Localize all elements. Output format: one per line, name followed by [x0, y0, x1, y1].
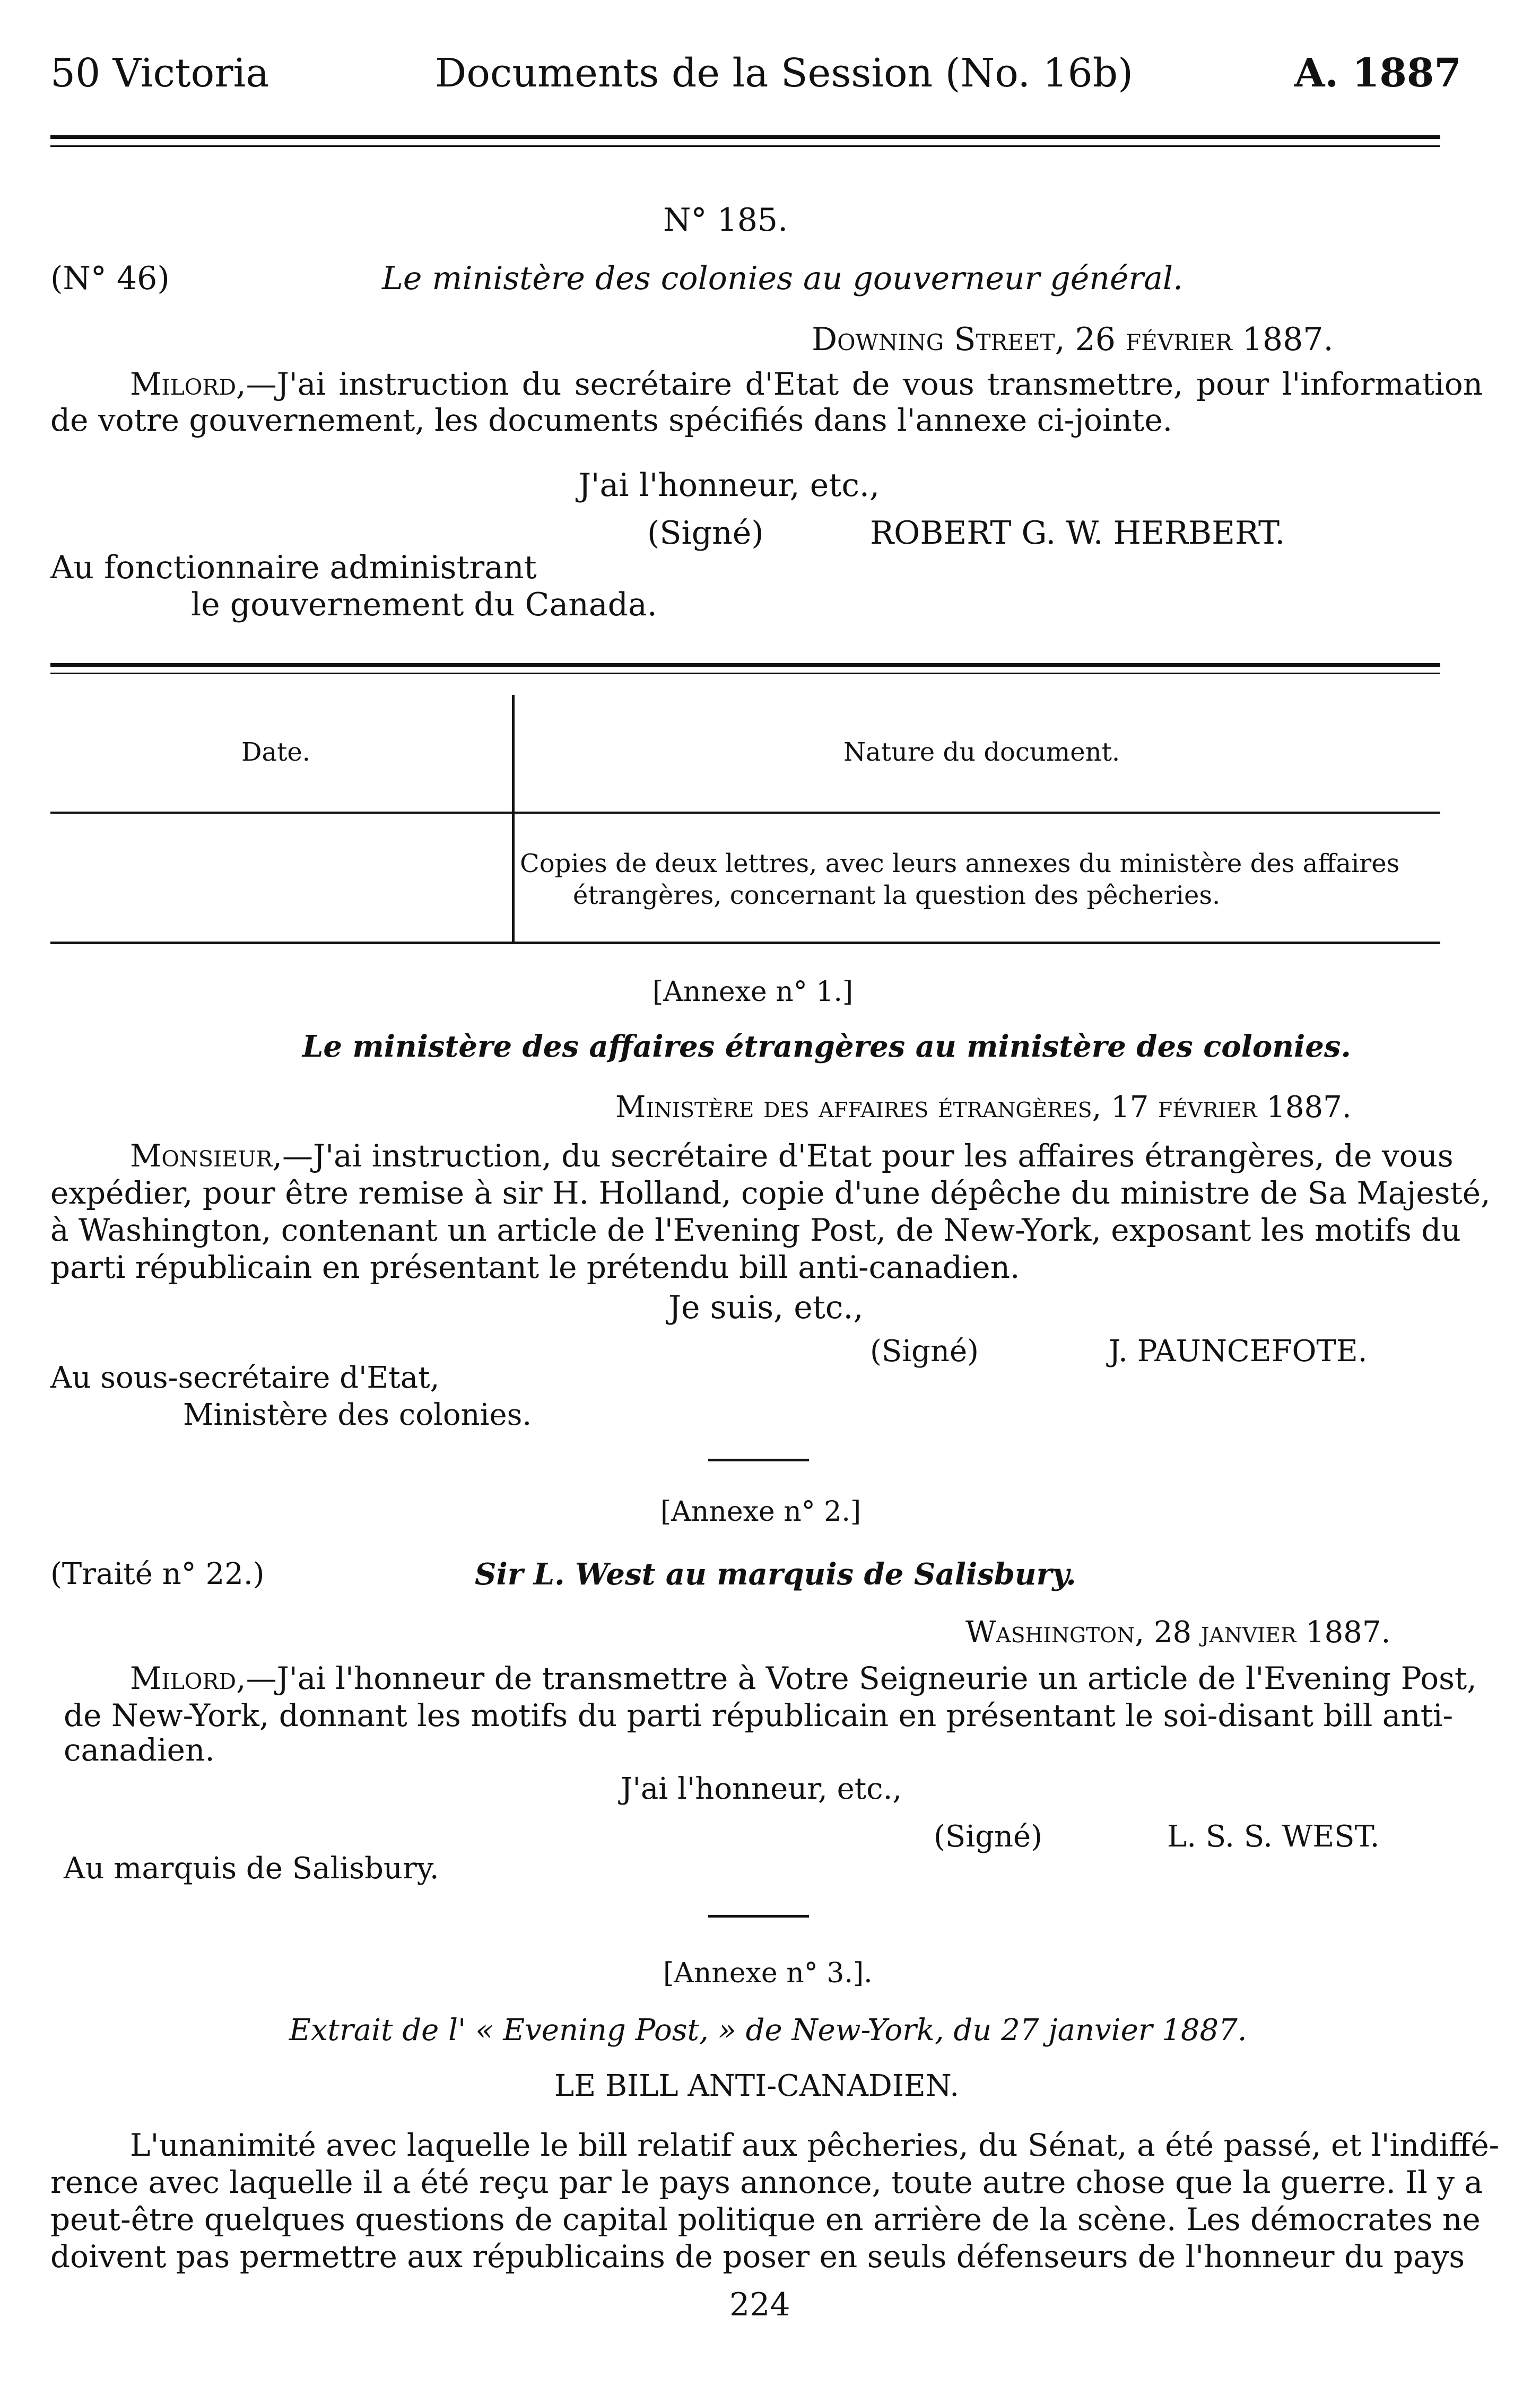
- header-session-year: 50 Victoria: [50, 50, 269, 96]
- annex2-signature: L. S. S. WEST.: [1167, 1819, 1380, 1854]
- annex2-salutation: Milord,: [130, 1660, 246, 1696]
- annex1-addressee-line1: Au sous-secrétaire d'Etat,: [50, 1361, 440, 1395]
- annex2-heading: Sir L. West au marquis de Salisbury.: [475, 1557, 1076, 1592]
- annex3-label: [Annexe n° 3.].: [663, 1957, 873, 1989]
- document-dateline: Downing Street, 26 février 1887.: [812, 321, 1334, 358]
- annex1-signature: J. PAUNCEFOTE.: [1109, 1334, 1368, 1369]
- document-signed-label: (Signé): [647, 515, 764, 552]
- table-top-rule-thin: [50, 673, 1440, 674]
- annex2-dateline: Washington, 28 janvier 1887.: [965, 1615, 1391, 1650]
- annex2-body-line2: de New-York, donnant les motifs du parti républicain en présentant le soi-disant bill anti-: [64, 1697, 1454, 1733]
- annex1-body-line1-text: —J'ai instruction, du secrétaire d'Etat pour les affaires étrangères, de vous: [282, 1138, 1454, 1174]
- document-addressee-line2: le gouvernement du Canada.: [191, 586, 657, 623]
- table-header-date: Date.: [241, 737, 311, 767]
- document-ref: (N° 46): [50, 260, 170, 297]
- annex1-salutation: Monsieur,: [130, 1138, 282, 1174]
- table-row-nature-line1: Copies de deux lettres, avec leurs annexes du ministère des affaires: [520, 849, 1400, 878]
- annex3-body-line4: doivent pas permettre aux républicains de poser en seuls défenseurs de l'honneur du pays: [50, 2238, 1465, 2275]
- annex1-body-line4: parti républicain en présentant le prétendu bill anti-canadien.: [50, 1249, 1020, 1285]
- document-addressee-line1: Au fonctionnaire administrant: [50, 549, 537, 586]
- annex2-closing: J'ai l'honneur, etc.,: [621, 1772, 902, 1806]
- annex1-heading: Le ministère des affaires étrangères au ministère des colonies.: [302, 1029, 1351, 1064]
- table-top-rule: [50, 663, 1440, 667]
- document-closing: J'ai l'honneur, etc.,: [578, 467, 880, 504]
- annex2-body-line1-text: —J'ai l'honneur de transmettre à Votre Seigneurie un article de l'Evening Post,: [246, 1660, 1477, 1696]
- header-document-title: Documents de la Session (No. 16b): [435, 50, 1133, 96]
- document-salutation: Milord,: [130, 366, 246, 402]
- header-rule-top: [50, 135, 1440, 139]
- annex1-addressee-line2: Ministère des colonies.: [183, 1398, 532, 1432]
- annex2-label: [Annexe n° 2.]: [660, 1496, 862, 1528]
- annex2-body-line1: [130, 1660, 1477, 1696]
- table-bottom-rule: [50, 942, 1440, 944]
- document-body-text: —J'ai instruction du secrétaire d'Etat de vous transmettre, pour l'information de votre gouvernement, les documents spécifiés dans l'annexe ci-jointe.: [50, 366, 1483, 438]
- annex2-ref: (Traité n° 22.): [50, 1557, 265, 1591]
- annex1-body-line3: à Washington, contenant un article de l'Evening Post, de New-York, exposant les motifs du: [50, 1212, 1461, 1248]
- annex3-title: LE BILL ANTI-CANADIEN.: [554, 2069, 959, 2103]
- section-divider-1: [708, 1459, 809, 1461]
- annex1-closing: Je suis, etc.,: [668, 1289, 864, 1326]
- annex2-signed-label: (Signé): [934, 1819, 1043, 1854]
- annex1-body-line1: [130, 1138, 1454, 1174]
- annex2-addressee: Au marquis de Salisbury.: [64, 1851, 439, 1886]
- table-column-divider: [512, 695, 515, 944]
- annex1-dateline: Ministère des affaires étrangères, 17 février 1887.: [615, 1090, 1352, 1125]
- document-signature: ROBERT G. W. HERBERT.: [870, 515, 1285, 552]
- section-divider-2: [708, 1915, 809, 1918]
- annex3-body-line1: L'unanimité avec laquelle le bill relatif aux pêcheries, du Sénat, a été passé, et l'indiffé-: [130, 2127, 1500, 2163]
- annex1-label: [Annexe n° 1.]: [652, 976, 854, 1008]
- table-row-nature-line2: étrangères, concernant la question des pêcheries.: [573, 881, 1221, 910]
- document-body: [50, 366, 1483, 438]
- document-number: N° 185.: [663, 202, 788, 239]
- header-year: A. 1887: [1294, 50, 1461, 96]
- annex3-body-line3: peut-être quelques questions de capital politique en arrière de la scène. Les démocrates ne: [50, 2201, 1481, 2237]
- page-number: 224: [729, 2286, 790, 2323]
- document-heading: Le ministère des colonies au gouverneur général.: [382, 260, 1184, 297]
- annex3-body-line2: rence avec laquelle il a été reçu par le pays annonce, toute autre chose que la guerre. Il y a: [50, 2164, 1483, 2200]
- annex3-extract-heading: Extrait de l' « Evening Post, » de New-York, du 27 janvier 1887.: [289, 2013, 1247, 2048]
- annex1-signed-label: (Signé): [870, 1334, 979, 1369]
- table-header-nature: Nature du document.: [843, 737, 1120, 767]
- header-rule-bottom: [50, 145, 1440, 147]
- table-header-rule: [50, 812, 1440, 814]
- annex2-body-line3: canadien.: [64, 1732, 215, 1768]
- annex1-body-line2: expédier, pour être remise à sir H. Holland, copie d'une dépêche du ministre de Sa Majesté,: [50, 1175, 1491, 1211]
